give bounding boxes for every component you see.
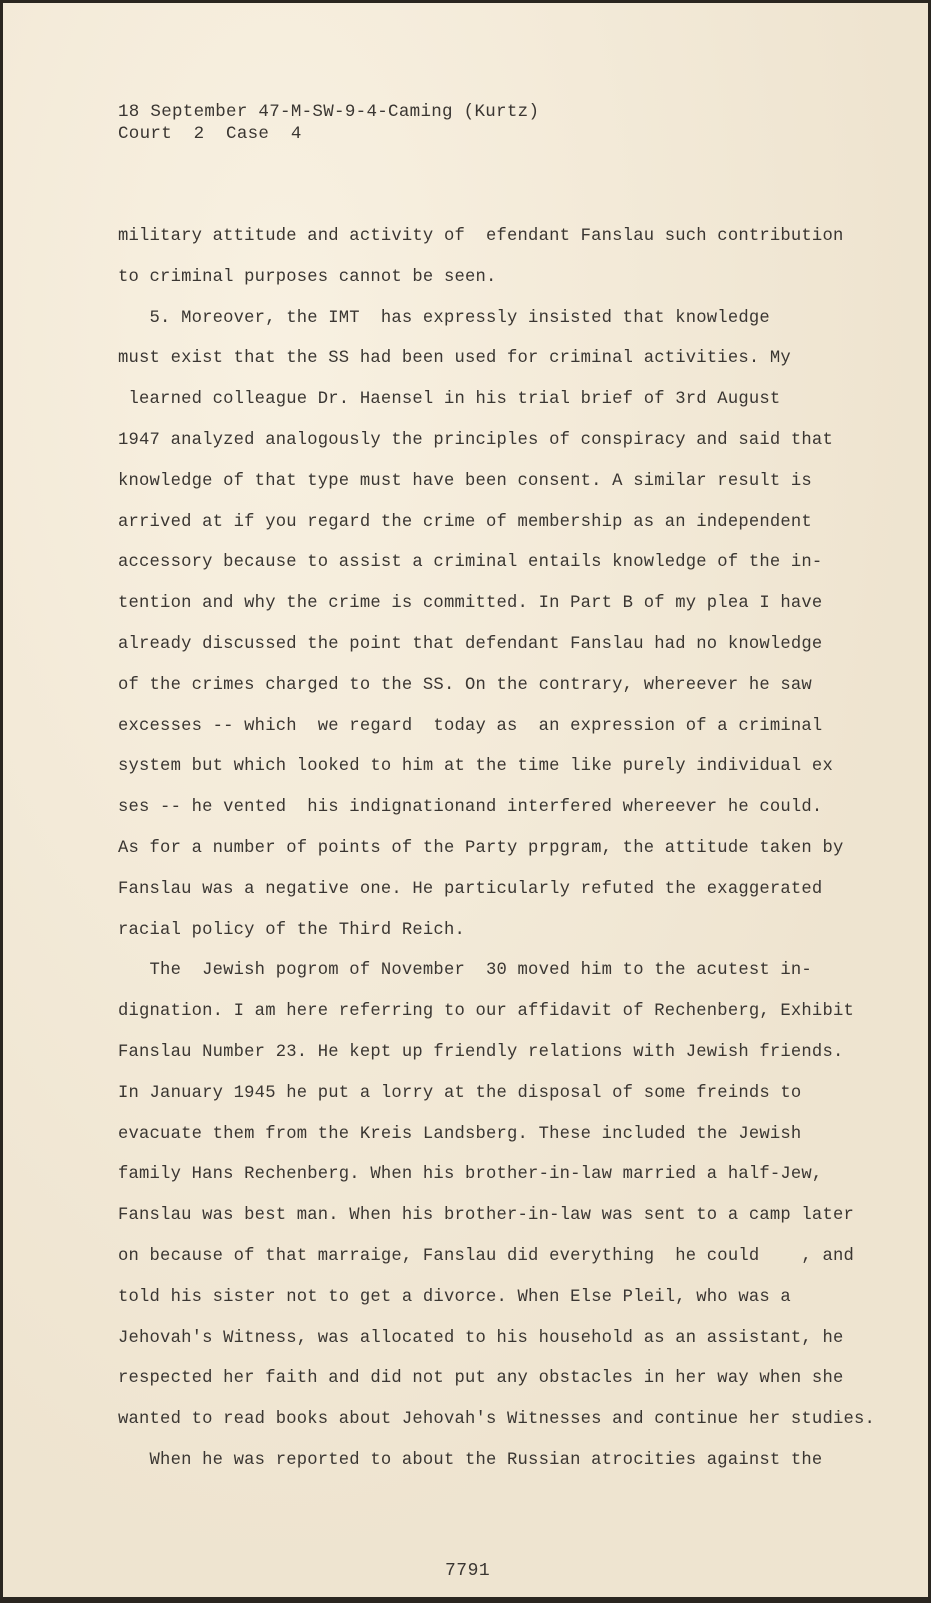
text-line: accessory because to assist a criminal entails knowledge of the in- bbox=[118, 553, 823, 573]
document-page bbox=[3, 3, 928, 1597]
text-line: on because of that marraige, Fanslau did everything he could , and bbox=[118, 1246, 854, 1266]
text-line: ses -- he vented his indignationand interfered whereever he could. bbox=[118, 798, 823, 818]
text-line: dignation. I am here referring to our affidavit of Rechenberg, Exhibit bbox=[118, 1002, 854, 1022]
text-line: Fanslau was best man. When his brother-in-law was sent to a camp later bbox=[118, 1206, 854, 1226]
text-line: wanted to read books about Jehovah's Witnesses and continue her studies. bbox=[118, 1410, 876, 1430]
text-line: military attitude and activity of efendant Fanslau such contribution bbox=[118, 227, 844, 246]
text-line: When he was reported to about the Russian atrocities against the bbox=[118, 1450, 823, 1470]
text-line: must exist that the SS had been used for criminal activities. My bbox=[118, 349, 791, 369]
text-line: tention and why the crime is committed. In Part B of my plea I have bbox=[118, 594, 823, 614]
text-line: evacuate them from the Kreis Landsberg. These included the Jewish bbox=[118, 1124, 802, 1144]
text-line: learned colleague Dr. Haensel in his trial brief of 3rd August bbox=[118, 390, 781, 410]
text-line: racial policy of the Third Reich. bbox=[118, 920, 465, 940]
text-line: to criminal purposes cannot be seen. bbox=[118, 267, 497, 287]
document-header bbox=[118, 101, 539, 145]
text-line: of the crimes charged to the SS. On the contrary, whereever he saw bbox=[118, 675, 812, 695]
text-line: As for a number of points of the Party prpgram, the attitude taken by bbox=[118, 838, 844, 858]
body-text bbox=[118, 217, 918, 1482]
text-line: excesses -- which we regard today as an expression of a criminal bbox=[118, 716, 823, 736]
text-line: system but which looked to him at the time like purely individual ex bbox=[118, 757, 833, 777]
header-court-line: Court 2 Case 4 bbox=[118, 124, 302, 144]
text-line: already discussed the point that defendant Fanslau had no knowledge bbox=[118, 634, 823, 654]
header-date-line: 18 September 47-M-SW-9-4-Caming (Kurtz) bbox=[118, 102, 540, 122]
text-line: knowledge of that type must have been consent. A similar result is bbox=[118, 471, 812, 491]
text-line: told his sister not to get a divorce. When Else Pleil, who was a bbox=[118, 1287, 791, 1307]
text-line: 5. Moreover, the IMT has expressly insisted that knowledge bbox=[118, 308, 770, 328]
text-line: Fanslau was a negative one. He particularly refuted the exaggerated bbox=[118, 879, 823, 899]
page-number: 7791 bbox=[445, 1561, 491, 1581]
text-line: Jehovah's Witness, was allocated to his household as an assistant, he bbox=[118, 1328, 844, 1348]
text-line: respected her faith and did not put any obstacles in her way when she bbox=[118, 1369, 844, 1389]
text-line: The Jewish pogrom of November 30 moved him to the acutest in- bbox=[118, 961, 812, 981]
text-line: Fanslau Number 23. He kept up friendly relations with Jewish friends. bbox=[118, 1042, 844, 1062]
text-line: family Hans Rechenberg. When his brother-in-law married a half-Jew, bbox=[118, 1165, 823, 1185]
text-line: arrived at if you regard the crime of membership as an independent bbox=[118, 512, 812, 532]
text-line: 1947 analyzed analogously the principles of conspiracy and said that bbox=[118, 430, 833, 450]
text-line: In January 1945 he put a lorry at the disposal of some freinds to bbox=[118, 1083, 802, 1103]
